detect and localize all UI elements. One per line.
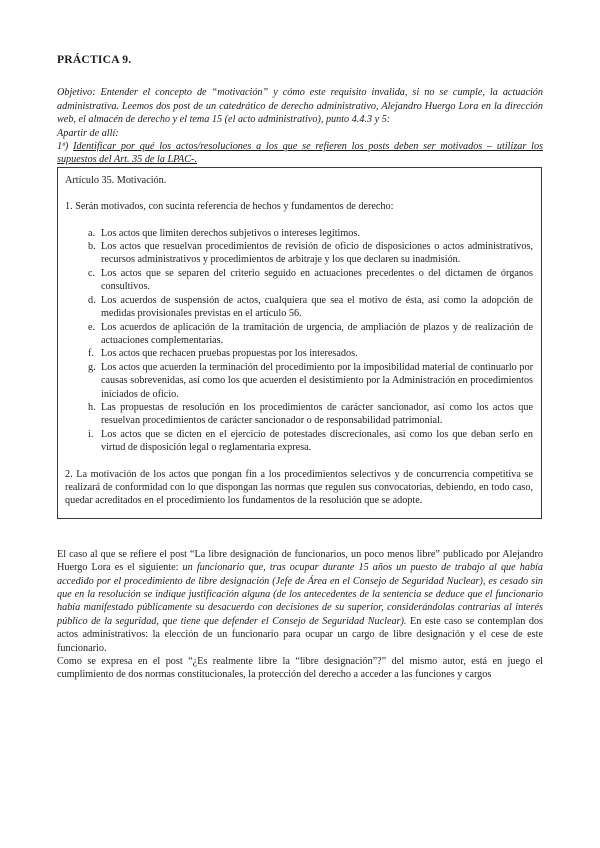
list-item-marker: e. [88, 321, 96, 333]
list-item-text: Los actos que limiten derechos subjetivos o intereses legítimos. [101, 227, 360, 239]
objective-paragraph: Objetivo: Entender el concepto de “motivación” y cómo este requisito invalida, si no se cumple, la actuación administrativa. Leemos dos post de un catedrático de derecho administrativo, Alejandro Huergo Lora en la dirección web, el almacén de derecho y el tema 15 (el acto administrativo), punto 4.4.3 y 5: [57, 87, 543, 126]
list-item-text: Los actos que resuelvan procedimientos de revisión de oficio de disposiciones o actos administrativos, recursos administrativos y procedimientos de arbitraje y los que declaren su inadmisión. [101, 241, 533, 266]
list-item-text: Las propuestas de resolución en los procedimientos de carácter sancionador, así como los actos que resuelvan procedimientos de carácter sancionador o de responsabilidad patrimonial. [101, 401, 533, 427]
list-item-text: Los acuerdos de aplicación de la tramitación de urgencia, de ampliación de plazos y de realización de actuaciones complementarias. [101, 321, 533, 346]
list-item [88, 267, 533, 294]
case-paragraph [57, 548, 543, 655]
list-item-text: Los actos que acuerden la terminación del procedimiento por la imposibilidad material de continuarlo por causas sobrevenidas, así como los que acuerden el desistimiento por la Administración en procedimientos iniciados de oficio. [101, 361, 533, 400]
list-item [88, 227, 533, 240]
closing-paragraph: Como se expresa en el post “¿Es realmente libre la “libre designación”?” del mismo autor, está en juego el cumplimiento de dos normas constitucionales, la protección del derecho a acceder a las funciones y cargos [57, 656, 543, 681]
list-item [88, 401, 533, 428]
article-heading: Artículo 35. Motivación. [65, 174, 167, 186]
case-conclusion: En este caso se contemplan dos actos administrativos: la elección de un funcionario para ocupar un cargo de libre designación y el cese de este funcionario. [57, 615, 543, 654]
list-item-marker: f. [88, 348, 94, 360]
list-item-text: Los actos que se separen del criterio seguido en actuaciones precedentes o del dictamen de órganos consultivos. [101, 267, 533, 293]
list-item-marker: g. [88, 361, 96, 373]
task-1-paragraph [57, 140, 543, 167]
case-intro: El caso al que se refiere el post “La libre designación de funcionarios, un poco menos libre” publicado por Alejandro Huergo Lora es el siguiente: [57, 548, 543, 574]
lead-in-line: Apartir de allí: [57, 127, 119, 139]
list-item [88, 361, 533, 401]
case-italic-passage: un funcionario que, tras ocupar durante 15 años un puesto de trabajo al que había accedido por el procedimiento de libre designación (Jefe de Área en el Consejo de Seguridad Nuclear), es cesado sin que en la resolución se indique justificación alguna (de los antecedentes de la sentencia se deduce que el funcionario había manifestado públicamente su desacuerdo con decisiones de su superior, considerándolas contrarias al interés público de la seguridad, que tiene que defender el Consejo de Seguridad Nuclear). [57, 562, 543, 627]
article-paragraph-2: 2. La motivación de los actos que pongan fin a los procedimientos selectivos y de concurrencia competitiva se realizará de conformidad con lo que dispongan las normas que regulen sus convocatorias, debiendo, en todo caso, quedar acreditados en el procedimiento los fundamentos de la resolución que se adopte. [65, 468, 533, 507]
list-item-text: Los acuerdos de suspensión de actos, cualquiera que sea el motivo de ésta, así como la adopción de medidas provisionales previstas en el artículo 56. [101, 294, 533, 320]
article-item-list [65, 227, 533, 455]
list-item [88, 428, 533, 455]
list-item-marker: a. [88, 227, 96, 239]
task-1-number: 1ª) [57, 141, 69, 153]
article-paragraph-1: 1. Serán motivados, con sucinta referencia de hechos y fundamentos de derecho: [65, 201, 394, 213]
list-item-marker: h. [88, 401, 96, 413]
list-item-marker: c. [88, 267, 96, 279]
list-item [88, 294, 533, 321]
list-item-marker: d. [88, 294, 96, 306]
list-item-text: Los actos que se dicten en el ejercicio de potestades discrecionales, así como los que deban serlo en virtud de disposición legal o reglamentaria expresa. [101, 428, 533, 454]
list-item-marker: i. [88, 428, 94, 440]
list-item-marker: b. [88, 241, 96, 253]
page-title: PRÁCTICA 9. [57, 53, 132, 66]
list-item [88, 347, 533, 360]
list-item [88, 240, 533, 267]
list-item [88, 321, 533, 348]
task-1-text: Identificar por qué los actos/resoluciones a los que se refieren los posts deben ser motivados – utilizar los supuestos del Art. 35 de la LPAC-. [57, 141, 543, 166]
list-item-text: Los actos que rechacen pruebas propuestas por los interesados. [101, 348, 358, 360]
article-35-box [57, 167, 542, 519]
